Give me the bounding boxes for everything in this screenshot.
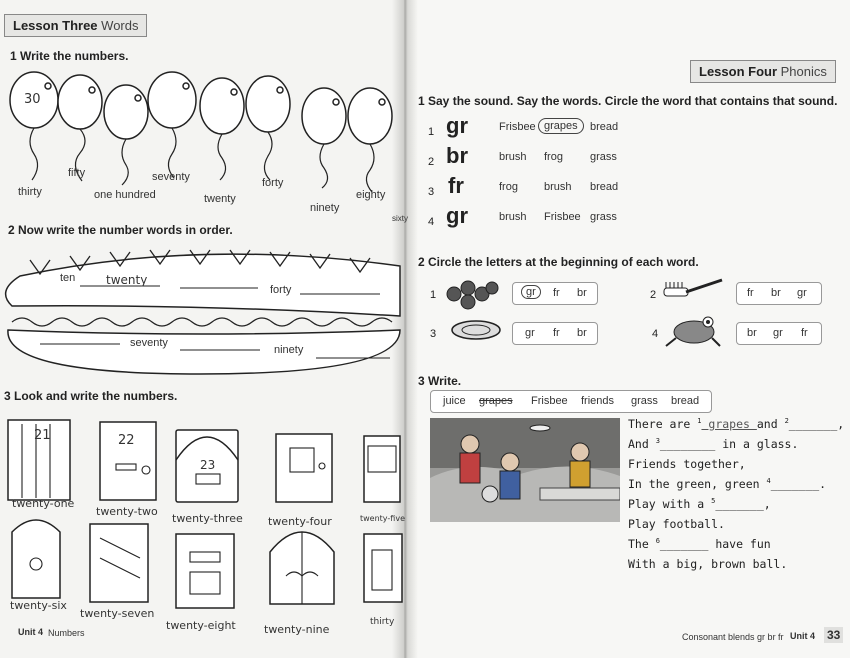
frisbee-icon [446,316,506,346]
letters-item-4-options [736,322,822,345]
balloon-3 [104,85,148,139]
phonics-row-4-word-1: brush [499,211,527,223]
word-bank-grass: grass [631,395,658,407]
door-27 [90,524,148,602]
number-word-thirty: thirty [18,186,42,198]
poem-line-7: The $^6$_______ have fun [628,537,771,551]
lesson-four-subtitle: Phonics [780,64,827,79]
order-word-seventy: seventy [130,337,168,349]
letters-item-1-opt-1-circled: gr [521,285,541,299]
number-word-seventy: seventy [152,171,190,183]
letters-item-4-opt-2: gr [773,327,783,339]
letters-item-2-options [736,282,822,305]
picnic-illustration [430,418,620,522]
letters-item-2-opt-2: br [771,287,781,299]
poem-line-1: There are $^1$ grapes and $^2$_______, [628,417,845,431]
order-word-ten: ten [60,272,76,284]
order-answer-twenty: twenty [106,273,148,287]
letters-item-4-number: 4 [652,328,659,340]
phonics-row-3-word-3: bread [590,181,619,193]
poem-line-3: Friends together, [628,457,746,471]
phonics-row-2-word-1: brush [499,151,527,163]
phonics-row-3-number: 3 [428,186,435,198]
phonics-row-2-word-3: grass [590,151,617,163]
letters-item-1-opt-3: br [577,287,587,299]
lesson-three-title: Lesson Three [13,18,98,33]
letters-item-3-opt-2: fr [553,327,560,339]
door-label-twenty-eight: twenty-eight [166,619,236,632]
word-bank-grapes-crossed: grapes [479,395,513,407]
poem-line-5: Play with a $^5$_______, [628,497,771,511]
balloon-8 [348,88,392,144]
phonics-row-4-word-3: grass [590,211,617,223]
balloon-answer-30: 30 [24,92,41,107]
door-label-twenty-five: twenty-five [360,514,405,523]
number-word-ninety: ninety [310,202,340,214]
door-label-twenty-four: twenty-four [268,515,332,528]
door-label-twenty-two: twenty-two [96,505,158,518]
door-label-twenty-three: twenty-three [172,512,243,525]
door-28 [176,534,234,608]
right-footer-unit: Unit 4 [790,631,816,641]
frog-icon [662,312,724,350]
door-label-twenty-six: twenty-six [10,599,67,612]
ex2-title-left: 2 Now write the number words in order. [8,223,233,237]
number-word-forty: forty [262,177,284,189]
balloon-2 [58,75,102,129]
poem-line-8: With a big, brown ball. [628,557,788,571]
door-number-22: 22 [118,433,135,448]
balloon-5 [200,78,244,134]
letters-item-3-opt-3: br [577,327,587,339]
left-footer-topic: Numbers [48,628,85,638]
page-number: 33 [824,627,843,643]
right-footer-text: Consonant blends gr br fr [682,632,784,642]
phonics-row-4-sound: gr [446,203,468,228]
word-bank-friends: friends [581,395,615,407]
door-label-twenty-nine: twenty-nine [264,623,330,636]
word-bank-juice: juice [443,395,466,407]
door-26 [12,520,60,598]
phonics-row-2-word-2: frog [544,151,563,163]
word-bank [430,390,712,413]
poem-line-6: Play football. [628,517,725,531]
order-word-ninety: ninety [274,344,304,356]
number-word-one-hundred: one hundred [94,189,156,201]
sandwich-illustration [0,246,405,380]
phonics-row-3-word-1: frog [499,181,518,193]
letters-item-4-opt-1: br [747,327,757,339]
letters-item-1-number: 1 [430,289,437,301]
order-word-forty: forty [270,284,292,296]
phonics-row-1-word-3: bread [590,121,619,133]
toothbrush-icon [660,276,724,304]
phonics-row-1-word-2-circled: grapes [538,118,584,134]
ex2-title-right: 2 Circle the letters at the beginning of each word. [418,255,699,269]
lesson-four-tab [690,60,836,83]
letters-item-2-opt-3: gr [797,287,807,299]
phonics-row-3-word-2: brush [544,181,572,193]
lesson-three-subtitle: Words [101,18,139,33]
phonics-row-1-word-1: Frisbee [499,121,536,133]
ex1-title-left: 1 Write the numbers. [10,49,129,63]
phonics-row-4-word-2: Frisbee [544,211,581,223]
word-bank-frisbee: Frisbee [531,395,568,407]
poem-answer-grapes: grapes [701,417,757,431]
letters-item-2-number: 2 [650,289,657,301]
letters-item-3-opt-1: gr [525,327,535,339]
number-word-fifty: fifty [68,167,86,179]
letters-item-2-opt-1: fr [747,287,754,299]
balloon-4 [148,72,196,128]
phonics-row-3-sound: fr [448,173,464,198]
door-number-23: 23 [200,458,216,472]
letters-item-4-opt-3: fr [801,327,808,339]
letters-item-1-options [512,282,598,305]
phonics-row-1-number: 1 [428,126,435,138]
door-label-twenty-one: twenty-one [12,497,75,510]
ex3-title-left: 3 Look and write the numbers. [4,389,178,403]
ex1-title-right: 1 Say the sound. Say the words. Circle the word that contains that sound. [418,94,838,108]
door-30 [364,534,402,602]
phonics-row-2-sound: br [446,143,468,168]
number-word-sixty: sixty [392,214,408,223]
poem-line-2: And $^3$________ in a glass. [628,437,799,451]
lesson-three-tab [4,14,147,37]
poem-line-4: In the green, green $^4$_______. [628,477,827,491]
letters-item-1-opt-2: fr [553,287,560,299]
balloon-6 [246,76,290,132]
number-word-eighty: eighty [356,189,386,201]
door-label-twenty-seven: twenty-seven [80,607,155,620]
lesson-four-title: Lesson Four [699,64,778,79]
phonics-row-2-number: 2 [428,156,435,168]
balloons-illustration [0,68,405,218]
number-word-twenty: twenty [204,193,236,205]
door-label-thirty: thirty [370,617,395,627]
letters-item-3-options [512,322,598,345]
letters-item-3-number: 3 [430,328,437,340]
phonics-row-1-sound: gr [446,113,468,138]
ex3-title-right: 3 Write. [418,374,462,388]
balloon-7 [302,88,346,144]
phonics-row-4-number: 4 [428,216,435,228]
grapes-icon [444,274,500,312]
door-number-21: 21 [34,428,51,443]
word-bank-bread: bread [671,395,700,407]
left-footer-unit: Unit 4 [18,627,44,637]
